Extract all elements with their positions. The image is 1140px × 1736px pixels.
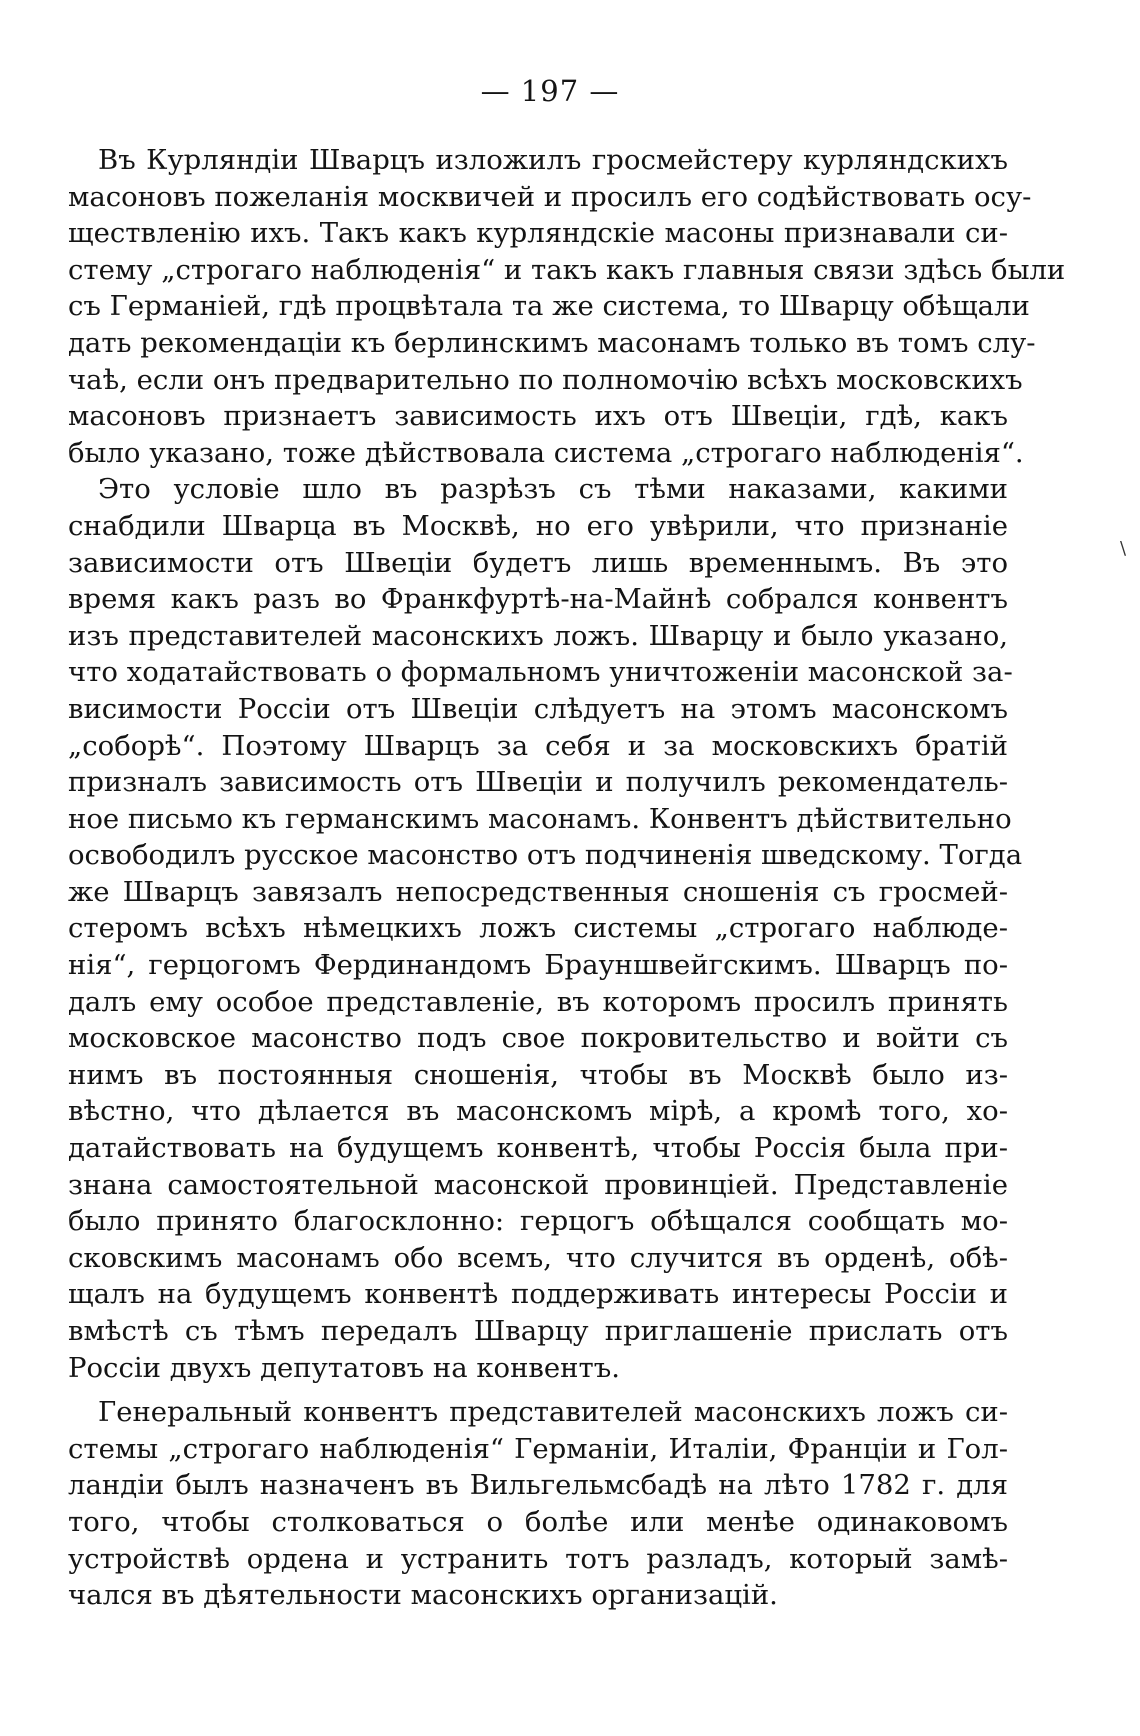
text-line: нимъ въ постоянныя сношенія, чтобы въ Москвѣ было из- <box>68 1058 1008 1091</box>
text-line: нія“, герцогомъ Фердинандомъ Брауншвейгскимъ. Шварцъ по- <box>68 949 1008 982</box>
text-line: далъ ему особое представленіе, въ которомъ просилъ принять <box>68 985 1008 1018</box>
text-line: щалъ на будущемъ конвентѣ поддерживать интересы Россіи и <box>68 1278 1008 1311</box>
text-line: время какъ разъ во Франкфуртѣ-на-Майнѣ собрался конвентъ <box>68 583 1008 616</box>
text-line: устройствѣ ордена и устранить тотъ разладъ, который замѣ- <box>68 1542 1008 1575</box>
text-line: Россіи двухъ депутатовъ на конвентъ. <box>68 1351 620 1384</box>
text-line: ное письмо къ германскимъ масонамъ. Конвентъ дѣйствительно <box>68 802 1012 835</box>
text-line: освободилъ русское масонство отъ подчиненія шведскому. Тогда <box>68 839 1023 872</box>
text-line: датайствовать на будущемъ конвентѣ, чтобы Россія была при- <box>68 1132 1008 1165</box>
paragraph-2 <box>68 471 1023 1386</box>
text-line: висимости Россіи отъ Швеціи слѣдуетъ на этомъ масонскомъ <box>68 692 1008 725</box>
text-line: чался въ дѣятельности масонскихъ организацій. <box>68 1579 778 1612</box>
text-line: же Шварцъ завязалъ непосредственныя сношенія съ гросмей- <box>68 875 1008 908</box>
text-line: снабдили Шварца въ Москвѣ, но его увѣрили, что признаніе <box>68 509 1008 542</box>
text-line: зависимости отъ Швеціи будетъ лишь временнымъ. Въ это <box>68 546 1008 579</box>
text-line: стемы „строгаго наблюденія“ Германіи, Италіи, Франціи и Гол- <box>68 1432 1008 1465</box>
text-line: стеромъ всѣхъ нѣмецкихъ ложъ системы „строгаго наблюде- <box>68 912 1008 945</box>
text-line: призналъ зависимость отъ Швеціи и получилъ рекомендатель- <box>68 766 1008 799</box>
text-line: Генеральный конвентъ представителей масонскихъ ложъ си- <box>98 1396 1008 1429</box>
page-number: — 197 — <box>480 74 620 108</box>
text-line: что ходатайствовать о формальномъ уничтоженіи масонской за- <box>68 656 1013 689</box>
paragraph-1 <box>68 142 1066 471</box>
paragraph-gap <box>68 1386 1008 1394</box>
text-line: сковскимъ масонамъ обо всемъ, что случится въ орденѣ, обѣ- <box>68 1241 1008 1274</box>
text-line: изъ представителей масонскихъ ложъ. Шварцу и было указано, <box>68 619 1008 652</box>
text-line: стему „строгаго наблюденія“ и такъ какъ главныя связи здѣсь были <box>68 253 1066 286</box>
text-line: вѣстно, что дѣлается въ масонскомъ мірѣ, а кромѣ того, хо- <box>68 1095 1008 1128</box>
text-line: того, чтобы столковаться о болѣе или менѣе одинаковомъ <box>68 1505 1008 1538</box>
body-text <box>68 142 1066 1614</box>
paragraph-3 <box>68 1394 1008 1614</box>
text-line: Въ Курляндіи Шварцъ изложилъ гросмейстеру курляндскихъ <box>98 144 1008 176</box>
text-line: чаѣ, если онъ предварительно по полномочію всѣхъ московскихъ <box>68 363 1023 396</box>
scan-speck-mark: \ <box>1120 538 1127 559</box>
text-line: было принято благосклонно: герцогъ обѣщался сообщать мо- <box>68 1205 1008 1238</box>
text-line: ландіи былъ назначенъ въ Вильгельмсбадѣ на лѣто 1782 г. для <box>68 1469 1008 1502</box>
text-line: Это условіе шло въ разрѣзъ съ тѣми наказами, какими <box>98 473 1008 506</box>
text-line: масоновъ пожеланія москвичей и просилъ его содѣйствовать осу- <box>68 180 1032 213</box>
text-line: вмѣстѣ съ тѣмъ передалъ Шварцу приглашеніе прислать отъ <box>68 1315 1008 1347</box>
text-line: знана самостоятельной масонской провинціей. Представленіе <box>68 1168 1008 1201</box>
text-line: ществленію ихъ. Такъ какъ курляндскіе масоны признавали си- <box>68 217 1008 250</box>
text-line: масоновъ признаетъ зависимость ихъ отъ Швеціи, гдѣ, какъ <box>68 400 1008 433</box>
text-line: „соборѣ“. Поэтому Шварцъ за себя и за московскихъ братій <box>68 729 1008 762</box>
text-line: было указано, тоже дѣйствовала система „строгаго наблюденія“. <box>68 436 1024 469</box>
text-line: съ Германіей, гдѣ процвѣтала та же система, то Шварцу обѣщали <box>68 290 1030 323</box>
text-line: московское масонство подъ свое покровительство и войти съ <box>68 1022 1008 1055</box>
text-line: дать рекомендаціи къ берлинскимъ масонамъ только въ томъ слу- <box>68 326 1036 359</box>
